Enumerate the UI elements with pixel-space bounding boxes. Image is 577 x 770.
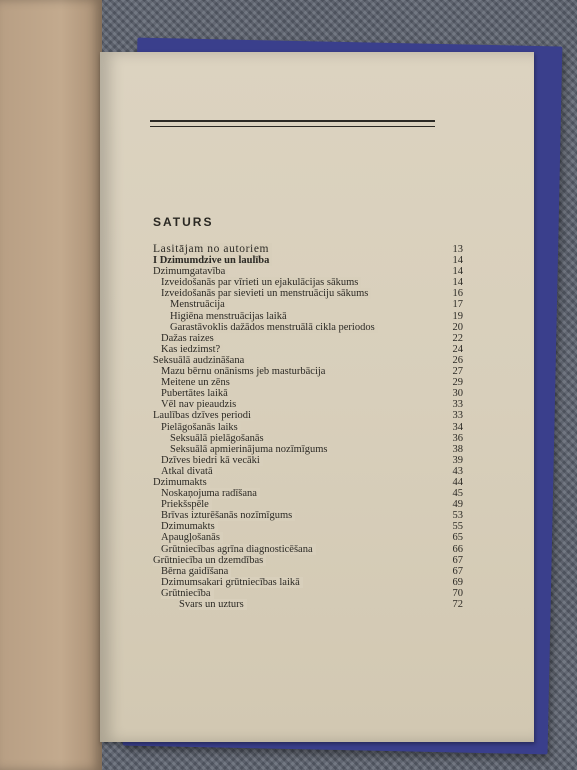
toc-entry (153, 333, 463, 344)
toc-entry (153, 466, 463, 477)
toc-entry-page: 67 (452, 554, 463, 566)
toc-entry (153, 521, 463, 532)
table-of-contents (153, 244, 463, 610)
toc-entry (153, 388, 463, 399)
toc-entry-page: 34 (452, 421, 463, 433)
toc-entry-title: Grūtniecība (161, 588, 214, 599)
toc-entry-page: 14 (452, 266, 463, 278)
toc-entry (153, 544, 463, 555)
toc-entry (153, 532, 463, 543)
toc-entry (153, 366, 463, 377)
toc-entry-page: 20 (452, 321, 463, 333)
toc-entry-title: Laulības dzīves periodi (153, 410, 254, 421)
toc-entry-title: Garastāvoklis dažādos menstruālā cikla periodos (170, 322, 378, 333)
toc-entry (153, 244, 463, 255)
toc-entry-title: Dzimumsakari grūtniecības laikā (161, 577, 303, 588)
toc-entry (153, 477, 463, 488)
toc-entry-page: 36 (452, 432, 463, 444)
toc-entry-page: 49 (452, 499, 463, 511)
toc-entry (153, 288, 463, 299)
toc-entry-page: 67 (452, 565, 463, 577)
double-rule-top (150, 120, 435, 122)
toc-entry (153, 588, 463, 599)
toc-entry (153, 488, 463, 499)
toc-entry-page: 39 (452, 454, 463, 466)
toc-entry (153, 455, 463, 466)
toc-entry-page: 45 (452, 488, 463, 500)
toc-entry-page: 53 (452, 510, 463, 522)
toc-entry-page: 55 (452, 521, 463, 533)
toc-entry-title: Priekšspēle (161, 499, 212, 510)
toc-entry (153, 299, 463, 310)
book-cover-left (0, 0, 102, 770)
toc-entry-page: 27 (452, 366, 463, 378)
toc-entry-title: Lasitājam no autoriem (153, 243, 272, 255)
toc-entry-page: 14 (452, 277, 463, 289)
toc-entry (153, 377, 463, 388)
toc-entry-title: Dzimumakts (153, 477, 210, 488)
toc-entry-page: 38 (452, 443, 463, 455)
toc-entry (153, 311, 463, 322)
toc-entry-title: Grūtniecība un dzemdības (153, 555, 266, 566)
toc-entry-title: Grūtniecības agrīna diagnosticēšana (161, 544, 316, 555)
toc-entry-title: Dzimumgatavība (153, 266, 228, 277)
toc-entry-title: I Dzimumdzive un laulība (153, 255, 272, 266)
toc-entry-title: Dažas raizes (161, 333, 217, 344)
toc-entry (153, 255, 463, 266)
toc-entry-title: Kas iedzimst? (161, 344, 223, 355)
toc-entry-page: 72 (452, 599, 463, 610)
toc-entry (153, 355, 463, 366)
toc-entry (153, 277, 463, 288)
toc-entry-title: Svars un uzturs (179, 599, 247, 610)
toc-entry-title: Seksuālā audzināšana (153, 355, 247, 366)
toc-entry-title: Izveidošanās par vīrieti un ejakulācijas sākums (161, 277, 361, 288)
toc-entry-title: Pielāgošanās laiks (161, 422, 241, 433)
toc-entry-title: Dzimumakts (161, 521, 218, 532)
toc-entry (153, 444, 463, 455)
toc-entry-page: 29 (452, 377, 463, 389)
toc-entry-page: 33 (452, 410, 463, 422)
toc-entry-page: 22 (452, 332, 463, 344)
toc-entry (153, 599, 463, 610)
toc-entry-page: 44 (452, 476, 463, 488)
toc-entry-title: Seksuālā apmierinājuma nozīmīgums (170, 444, 330, 455)
double-rule-bottom (150, 126, 435, 127)
toc-entry-page: 43 (452, 465, 463, 477)
toc-entry-page: 17 (452, 299, 463, 311)
toc-entry-page: 33 (452, 399, 463, 411)
toc-entry-page: 66 (452, 543, 463, 555)
toc-entry-title: Pubertātes laikā (161, 388, 231, 399)
toc-entry (153, 510, 463, 521)
toc-entry (153, 499, 463, 510)
toc-entry-title: Meitene un zēns (161, 377, 233, 388)
toc-entry-title: Atkal divatā (161, 466, 216, 477)
toc-entry-title: Mazu bērnu onānisms jeb masturbācija (161, 366, 328, 377)
book-page (100, 52, 534, 742)
toc-entry (153, 399, 463, 410)
toc-entry (153, 344, 463, 355)
toc-entry-title: Dzīves biedri kā vecāki (161, 455, 263, 466)
toc-entry-page: 24 (452, 343, 463, 355)
toc-entry-title: Apaugļošanās (161, 532, 223, 543)
toc-entry (153, 322, 463, 333)
toc-entry-title: Higiēna menstruācijas laikā (170, 311, 290, 322)
toc-entry-title: Seksuālā pielāgošanās (170, 433, 267, 444)
contents-heading: SATURS (153, 215, 214, 229)
toc-entry-page: 16 (452, 288, 463, 300)
toc-entry-page: 65 (452, 532, 463, 544)
toc-entry-page: 19 (452, 310, 463, 322)
toc-entry-page: 70 (452, 587, 463, 599)
toc-entry (153, 266, 463, 277)
toc-entry-page: 14 (452, 255, 463, 267)
toc-entry-title: Izveidošanās par sievieti un menstruāciju sākums (161, 288, 371, 299)
toc-entry (153, 422, 463, 433)
toc-entry-title: Menstruācija (170, 299, 228, 310)
toc-entry (153, 410, 463, 421)
toc-entry (153, 577, 463, 588)
toc-entry-page: 13 (452, 244, 463, 255)
toc-entry-title: Bērna gaidīšana (161, 566, 231, 577)
toc-entry-page: 69 (452, 576, 463, 588)
toc-entry (153, 433, 463, 444)
toc-entry (153, 566, 463, 577)
toc-entry-title: Noskaņojuma radīšana (161, 488, 260, 499)
toc-entry (153, 555, 463, 566)
toc-entry-title: Vēl nav pieaudzis (161, 399, 239, 410)
toc-entry-title: Brīvas izturēšanās nozīmīgums (161, 510, 295, 521)
toc-entry-page: 26 (452, 354, 463, 366)
toc-entry-page: 30 (452, 388, 463, 400)
